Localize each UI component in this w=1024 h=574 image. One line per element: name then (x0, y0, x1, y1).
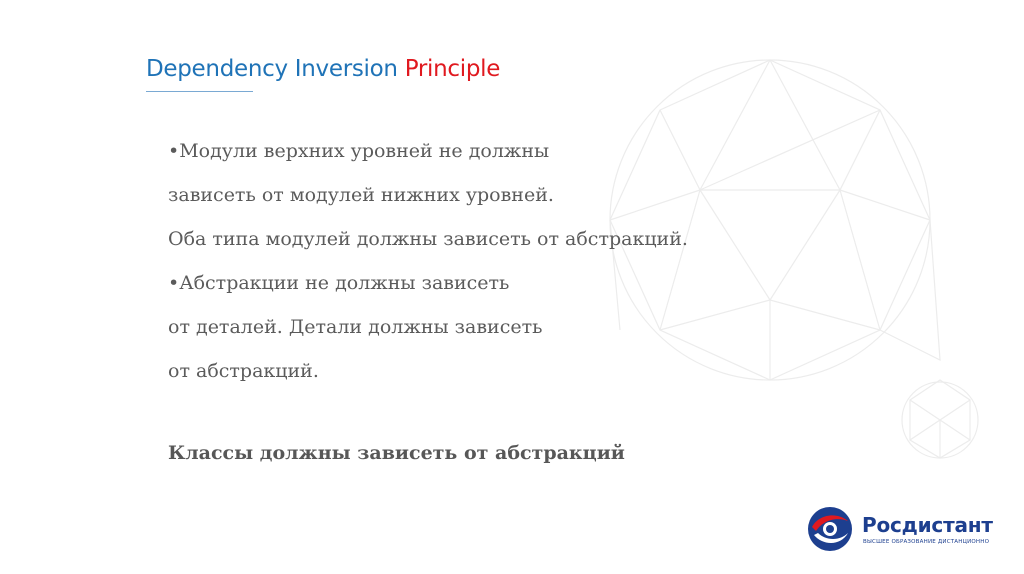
body-line: зависеть от модулей нижних уровней. (168, 184, 554, 206)
body-line: от абстракций. (168, 360, 319, 382)
title-part-blue: Dependency Inversion (146, 56, 398, 82)
body-line: Оба типа модулей должны зависеть от абстракций. (168, 228, 688, 250)
rosdistant-logo (806, 505, 996, 553)
title-underline (146, 91, 253, 92)
logo-name: Росдистант (862, 513, 993, 537)
title-part-red: Principle (404, 56, 501, 82)
body-line: от деталей. Детали должны зависеть (168, 316, 543, 338)
logo-tagline: ВЫСШЕЕ ОБРАЗОВАНИЕ ДИСТАНЦИОННО (863, 539, 990, 545)
logo-swirl-icon (806, 505, 854, 553)
body-line: •Модули верхних уровней не должны (168, 140, 550, 162)
slide-title (146, 56, 500, 82)
body-line: •Абстракции не должны зависеть (168, 272, 510, 294)
slide-body (168, 136, 688, 468)
conclusion-text: Классы должны зависеть от абстракций (168, 442, 625, 464)
